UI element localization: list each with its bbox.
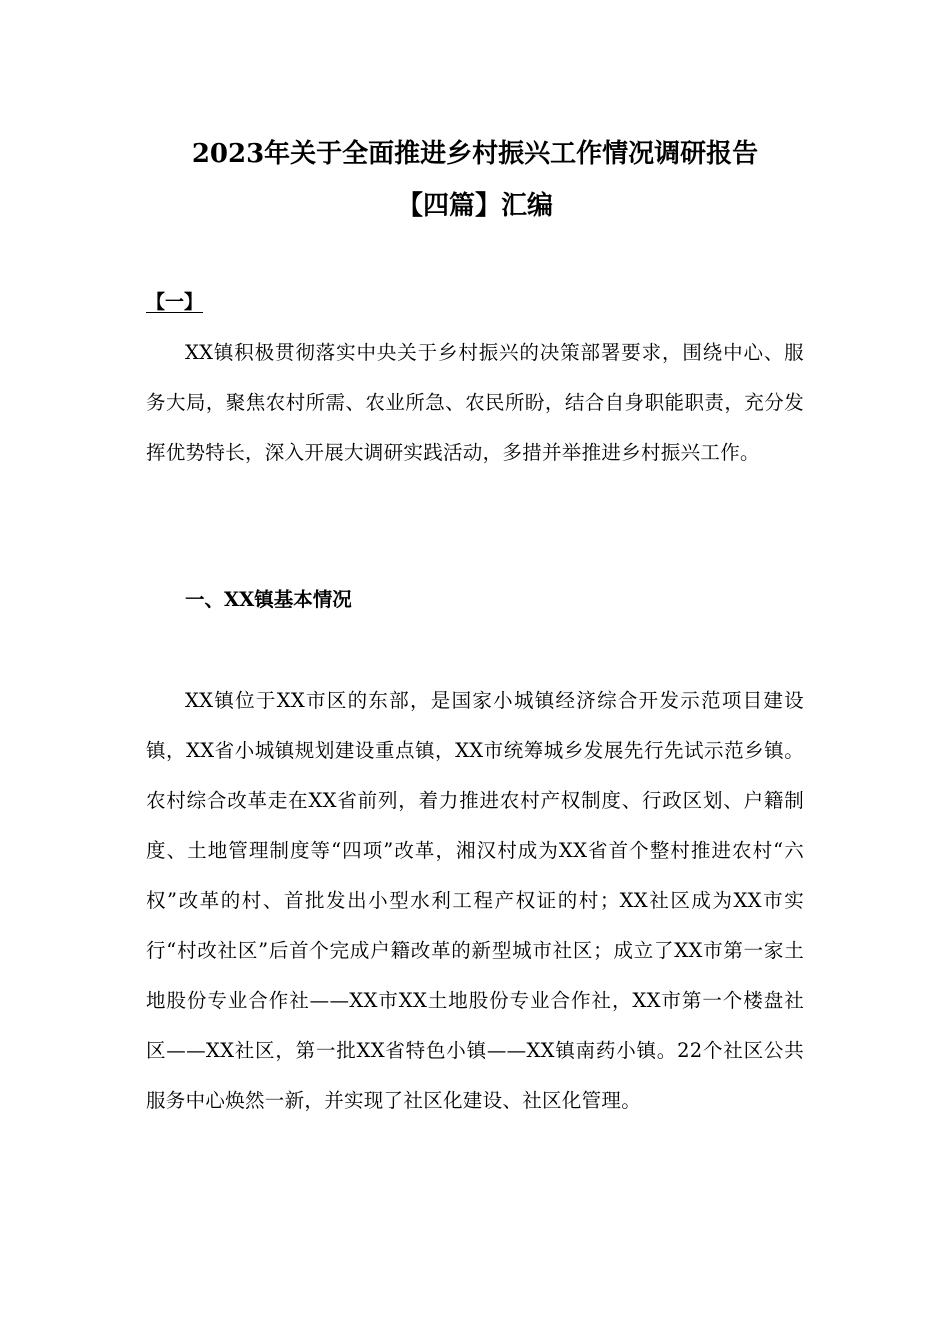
- document-title: [120, 128, 830, 232]
- title-line-2: 【四篇】汇编: [396, 191, 553, 221]
- part-label: 【一】: [146, 291, 204, 313]
- intro-paragraph: XX镇积极贯彻落实中央关于乡村振兴的决策部署要求，围绕中心、服务大局，聚焦农村所需、农业所急、农民所盼，结合自身职能职责，充分发挥优势特长，深入开展大调研实践活动，多措并举推进乡村振兴工作。: [146, 341, 804, 464]
- title-line-1: 2023年关于全面推进乡村振兴工作情况调研报告: [191, 139, 759, 169]
- section-paragraph: XX镇位于XX市区的东部，是国家小城镇经济综合开发示范项目建设镇，XX省小城镇规划建设重点镇，XX市统筹城乡发展先行先试示范乡镇。农村综合改革走在XX省前列，着力推进农村产权制度、行政区划、户籍制度、土地管理制度等“四项”改革，湘汉村成为XX省首个整村推进农村“六权”改革的村、首批发出小型水利工程产权证的村；XX社区成为XX市实行“村改社区”后首个完成户籍改革的新型城市社区；成立了XX市第一家土地股份专业合作社——XX市XX土地股份专业合作社，XX市第一个楼盘社区——XX社区，第一批XX省特色小镇——XX镇南药小镇。22个社区公共服务中心焕然一新，并实现了社区化建设、社区化管理。: [146, 689, 804, 1112]
- section-heading: 一、XX镇基本情况: [185, 588, 352, 611]
